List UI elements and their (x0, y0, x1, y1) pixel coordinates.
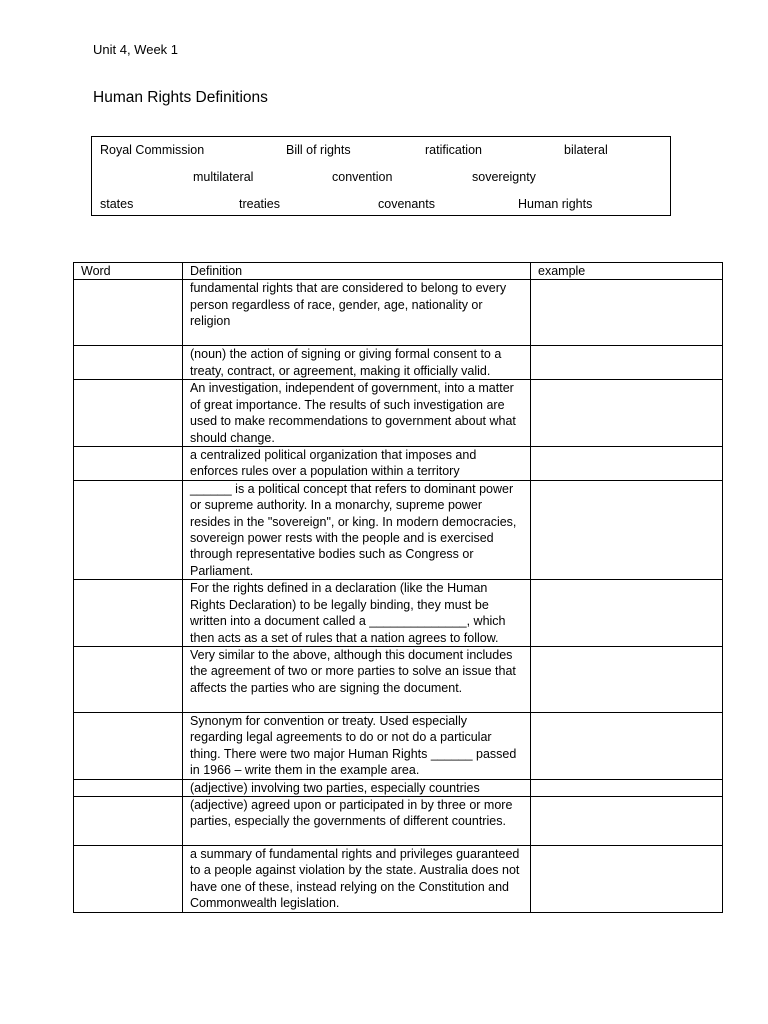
word-cell[interactable] (74, 779, 183, 796)
table-row (74, 580, 723, 647)
definition-cell: (adjective) agreed upon or participated in by three or more parties, especially the governments of different countries. (183, 796, 531, 845)
definition-cell: fundamental rights that are considered to belong to every person regardless of race, gender, age, nationality or religion (183, 280, 531, 346)
example-cell[interactable] (531, 447, 723, 481)
definition-cell: ______ is a political concept that refers to dominant power or supreme authority. In a monarchy, supreme power resides in the "sovereign", or king. In modern democracies, sovereign power rests with the people and is exercised through representative bodies such as Congress or Parliament. (183, 480, 531, 579)
word-cell[interactable] (74, 646, 183, 712)
example-cell[interactable] (531, 580, 723, 647)
example-cell[interactable] (531, 712, 723, 779)
table-header-row (74, 263, 723, 280)
word-bank-item: treaties (239, 197, 280, 211)
definition-cell: An investigation, independent of government, into a matter of great importance. The results of such investigation are used to make recommendations to government about what should change. (183, 380, 531, 447)
definition-cell: (noun) the action of signing or giving formal consent to a treaty, contract, or agreement, making it officially valid. (183, 346, 531, 380)
word-bank-item: Bill of rights (286, 143, 351, 157)
word-bank-item: covenants (378, 197, 435, 211)
word-bank (91, 136, 671, 216)
example-cell[interactable] (531, 796, 723, 845)
table-row (74, 346, 723, 380)
definition-column-header: Definition (183, 263, 531, 280)
table-row (74, 480, 723, 579)
table-row (74, 646, 723, 712)
table-row (74, 280, 723, 346)
table-row (74, 845, 723, 912)
definition-cell: a summary of fundamental rights and privileges guaranteed to a people against violation by the state. Australia does not have one of these, instead relying on the Constitution and Commonwealth legislation. (183, 845, 531, 912)
word-cell[interactable] (74, 280, 183, 346)
word-bank-item: Human rights (518, 197, 593, 211)
definition-cell: Very similar to the above, although this document includes the agreement of two or more parties to solve an issue that affects the parties who are signing the document. (183, 646, 531, 712)
example-cell[interactable] (531, 480, 723, 579)
word-bank-item: multilateral (193, 170, 254, 184)
table-row (74, 712, 723, 779)
definition-cell: Synonym for convention or treaty. Used especially regarding legal agreements to do or not do a particular thing. There were two major Human Rights ______ passed in 1966 – write them in the example area. (183, 712, 531, 779)
definition-cell: (adjective) involving two parties, especially countries (183, 779, 531, 796)
table-row (74, 779, 723, 796)
word-cell[interactable] (74, 346, 183, 380)
table-row (74, 380, 723, 447)
word-bank-item: bilateral (564, 143, 608, 157)
example-cell[interactable] (531, 845, 723, 912)
example-cell[interactable] (531, 646, 723, 712)
definitions-table (73, 262, 723, 913)
example-cell[interactable] (531, 280, 723, 346)
example-cell[interactable] (531, 346, 723, 380)
table-row (74, 796, 723, 845)
word-cell[interactable] (74, 380, 183, 447)
word-bank-item: convention (332, 170, 393, 184)
word-column-header: Word (74, 263, 183, 280)
table-row (74, 447, 723, 481)
word-cell[interactable] (74, 796, 183, 845)
word-bank-item: sovereignty (472, 170, 536, 184)
word-cell[interactable] (74, 712, 183, 779)
word-bank-item: states (100, 197, 134, 211)
word-cell[interactable] (74, 480, 183, 579)
example-cell[interactable] (531, 779, 723, 796)
page-title: Human Rights Definitions (93, 89, 268, 106)
definition-cell: a centralized political organization that imposes and enforces rules over a population within a territory (183, 447, 531, 481)
definition-cell: For the rights defined in a declaration (like the Human Rights Declaration) to be legally binding, they must be written into a document called a ______________, which then acts as a set of rules that a nation agrees to follow. (183, 580, 531, 647)
word-cell[interactable] (74, 447, 183, 481)
example-column-header: example (531, 263, 723, 280)
word-bank-item: Royal Commission (100, 143, 205, 157)
unit-week-label: Unit 4, Week 1 (93, 42, 179, 57)
word-cell[interactable] (74, 845, 183, 912)
word-cell[interactable] (74, 580, 183, 647)
example-cell[interactable] (531, 380, 723, 447)
word-bank-item: ratification (425, 143, 482, 157)
